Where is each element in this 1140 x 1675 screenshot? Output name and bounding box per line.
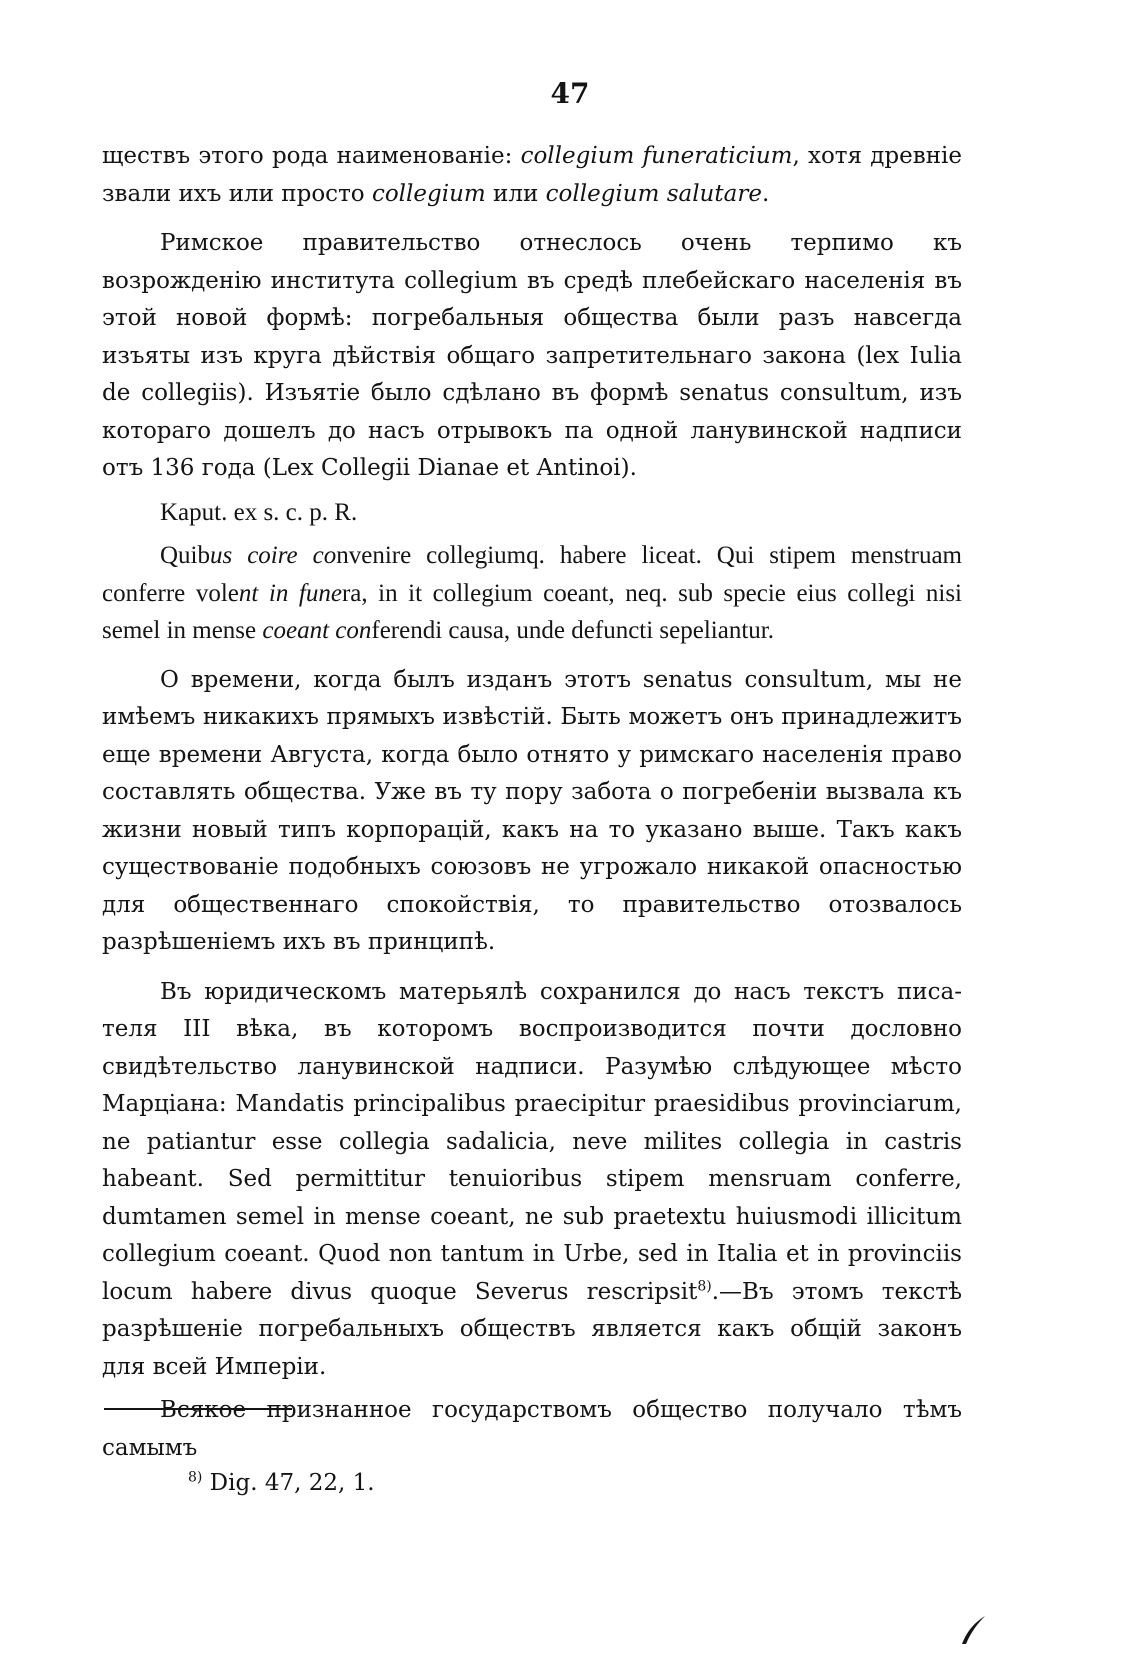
text-segment: или — [485, 180, 546, 207]
paragraph — [102, 225, 962, 488]
text-segment: . — [761, 180, 770, 207]
footnote-text: Dig. 47, 22, 1. — [202, 1470, 375, 1496]
text-segment: Всякое признанное государствомъ общество получало тѣмъ самымъ — [102, 1397, 962, 1461]
text-segment: Quib — [160, 542, 210, 569]
paragraph — [102, 974, 962, 1387]
italic-text: collegium — [371, 180, 486, 207]
latin-heading — [102, 494, 962, 532]
paragraph — [102, 1392, 962, 1467]
text-segment: ra, in it collegium coeant, neq. sub specie eius collegi nisi semel in mense — [102, 579, 962, 644]
text-segment: Kaput. ex s. c. p. R. — [160, 498, 358, 526]
pen-mark-icon — [958, 1608, 988, 1648]
text-segment: ществъ этого рода наименованіе: — [102, 143, 521, 169]
italic-text: collegium salutare — [545, 180, 762, 207]
page-number: 47 — [550, 77, 590, 110]
italic-text: nt in fune — [238, 579, 342, 607]
italic-text: coeant con — [262, 617, 372, 644]
footnote-marker: 8) — [188, 1469, 203, 1486]
text-segment: , хотя древніе звали ихъ или просто — [102, 143, 962, 207]
footnote-divider — [104, 1408, 292, 1410]
text-segment: nvenire collegiumq. habere liceat. Qui stipem menstruam conferre vole — [102, 542, 962, 607]
text-segment: О времени, когда былъ изданъ этотъ senatus consultum, мы не имѣемъ никакихъ прямыхъ извѣстій. Быть можетъ онъ принадлежитъ еще времени Августа, когда было отнято у римскаго населенія право составлять общества. Уже въ ту пору забота о погребеніи вызвала къ жизни новый типъ корпорацій, какъ на то указано выше. Такъ какъ существованіе подобныхъ союзовъ не угрожало никакой опасностью для общественнаго спокойствія, то правительство отозвалось разрѣшеніемъ ихъ въ принципѣ. — [102, 666, 962, 955]
paragraph — [102, 138, 962, 213]
italic-text: us coire co — [210, 542, 337, 569]
paragraph — [102, 662, 962, 962]
text-segment: .—Въ этомъ текстѣ разрѣшеніе погребальныхъ обществъ является какъ общій законъ для всей Имперіи. — [102, 1278, 962, 1380]
footnote — [188, 1468, 375, 1498]
text-segment: ferendi causa, unde defuncti sepeliantur. — [371, 617, 774, 644]
text-segment: Въ юридическомъ матерьялѣ сохранился до насъ текстъ писателя III вѣка, въ которомъ воспроизводится почти дословно свидѣтельство ланувинской надписи. Разумѣю слѣдующее мѣсто Марціана: Mandatis principalibus praecipitur praesidibus provinciarum, ne patiantur esse collegia sadalicia, neve milites collegia in castris habeant. Sed permittitur tenuioribus stipem mensruam conferre, dumtamen semel in mense coeant, ne sub praetextu huiusmodi illicitum collegium coeant. Quod non tantum in Urbe, sed in Italia et in provinciis locum habere divus quoque Severus rescripsit — [102, 978, 962, 1305]
text-segment: Римское правительство отнеслось очень терпимо къ возрожденію института collegium въ средѣ плебейскаго населенія въ этой новой формѣ: погребальныя общества были разъ навсегда изъяты изъ круга дѣйствія общаго запретительнаго закона (lex Iulia de collegiis). Изъятіе было сдѣлано въ формѣ senatus consultum, изъ котораго дошелъ до насъ отрывокъ па одной ланувинской надписи отъ 136 года (Lex Collegii Dianae et Antinoi). — [102, 230, 962, 481]
footnote-reference: 8) — [697, 1277, 712, 1294]
italic-text: collegium funeraticium — [520, 143, 793, 169]
latin-quotation — [102, 537, 962, 650]
text-body — [102, 138, 962, 1467]
